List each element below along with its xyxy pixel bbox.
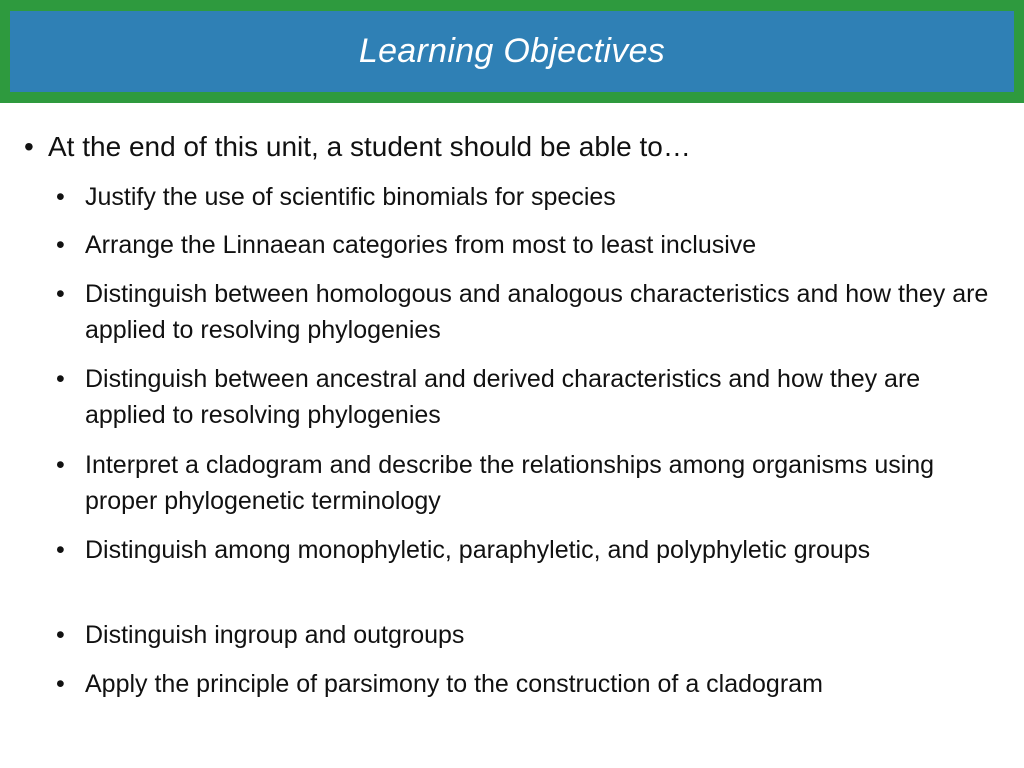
bullet-icon: • (56, 365, 65, 393)
objective-text: Distinguish among monophyletic, paraphyletic, and polyphyletic groups (85, 536, 871, 564)
bullet-icon: • (24, 131, 34, 162)
objective-text: Distinguish ingroup and outgroups (85, 621, 465, 649)
bullet-icon: • (56, 280, 65, 308)
list-item (56, 361, 1006, 433)
objective-text: Distinguish between homologous and analogous characteristics and how they are applied to resolving phylogenies (85, 280, 989, 344)
list-item (56, 227, 1006, 263)
list-item (56, 532, 1006, 568)
list-item (56, 447, 1006, 519)
bullet-icon: • (56, 670, 65, 698)
main-bullet-text: At the end of this unit, a student should be able to… (48, 131, 691, 162)
objective-text: Justify the use of scientific binomials for species (85, 183, 616, 211)
bullet-icon: • (56, 536, 65, 564)
slide-title: Learning Objectives (358, 32, 666, 70)
bullet-icon: • (56, 621, 65, 649)
objective-text: Interpret a cladogram and describe the relationships among organisms using proper phylogenetic terminology (85, 451, 935, 515)
list-item (56, 666, 1006, 702)
objective-text: Apply the principle of parsimony to the construction of a cladogram (85, 670, 823, 698)
objective-text: Arrange the Linnaean categories from most to least inclusive (85, 231, 757, 259)
bullet-icon: • (56, 183, 65, 211)
list-item (56, 617, 1006, 653)
list-item (56, 276, 1006, 348)
objective-text: Distinguish between ancestral and derived characteristics and how they are applied to resolving phylogenies (85, 365, 921, 429)
bullet-icon: • (56, 231, 65, 259)
main-bullet (24, 127, 1014, 167)
title-banner (0, 0, 1024, 103)
title-banner-inner (10, 11, 1014, 92)
bullet-icon: • (56, 451, 65, 479)
list-item (56, 179, 1006, 215)
